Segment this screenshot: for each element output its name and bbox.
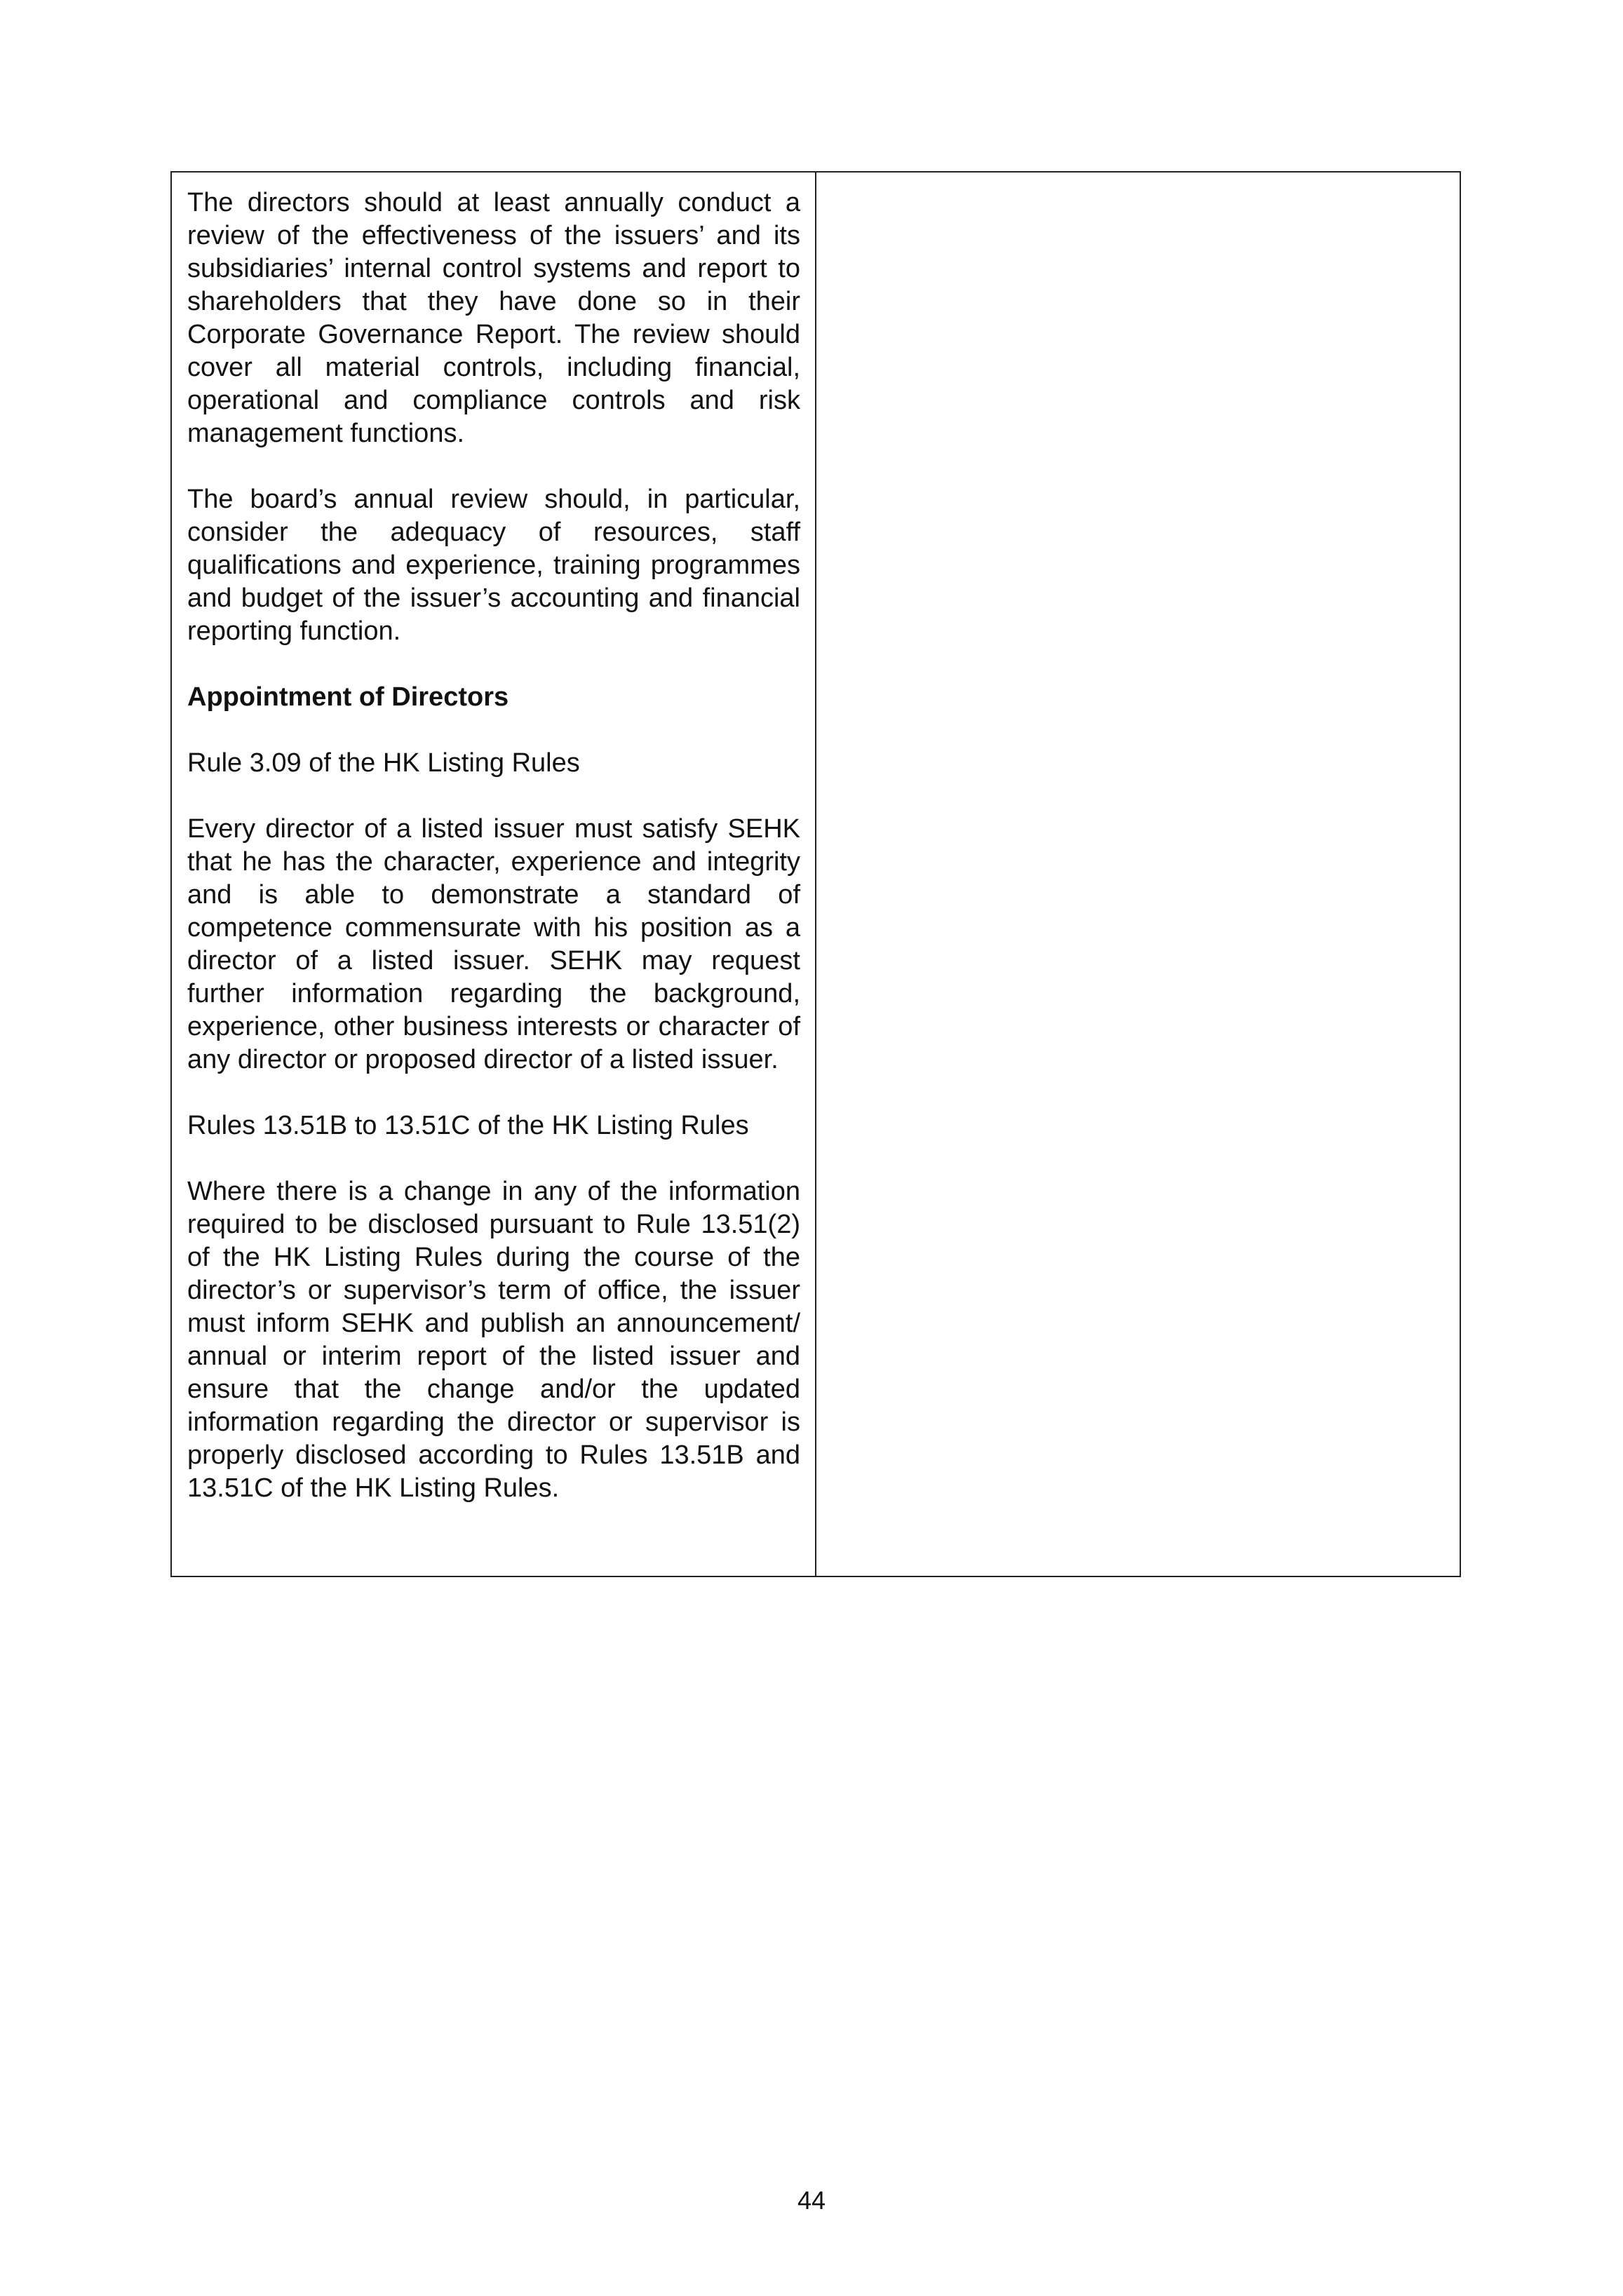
paragraph-board-annual-review: The board’s annual review should, in particular, consider the adequacy of resources, staff qualifications and experience, training programmes and budget of the issuer’s accounting and financial reporting function. (187, 485, 800, 646)
page-number: 44 (797, 2186, 826, 2215)
paragraph-internal-control-review: The directors should at least annually conduct a review of the effectiveness of the issuers’ and its subsidiaries’ internal control systems and report to shareholders that they have done so in their Corporate Governance Report. The review should cover all material controls, including financial, operational and compliance controls and risk management functions. (187, 188, 800, 448)
section-heading-appointment-of-directors: Appointment of Directors (187, 682, 509, 712)
paragraph-change-of-information: Where there is a change in any of the information required to be disclosed pursuant to Rule 13.51(2) of the HK Listing Rules during the course of the director’s or supervisor’s term of office, the issuer must inform SEHK and publish an announcement/ annual or interim report of the listed issuer and ensure that the change and/or the updated information regarding the director or supervisor is properly disclosed according to Rules 13.51B and 13.51C of the HK Listing Rules. (187, 1177, 800, 1503)
rule-reference-3-09: Rule 3.09 of the HK Listing Rules (187, 748, 580, 778)
rule-reference-13-51b-13-51c: Rules 13.51B to 13.51C of the HK Listing Rules (187, 1111, 749, 1140)
document-table (170, 171, 1461, 1577)
paragraph-director-suitability: Every director of a listed issuer must satisfy SEHK that he has the character, experience and integrity and is able to demonstrate a standard of competence commensurate with his position as a director of a listed issuer. SEHK may request further information regarding the background, experience, other business interests or character of any director or proposed director of a listed issuer. (187, 814, 800, 1074)
right-column-cell (816, 173, 1460, 1576)
left-column-cell (172, 173, 816, 1576)
